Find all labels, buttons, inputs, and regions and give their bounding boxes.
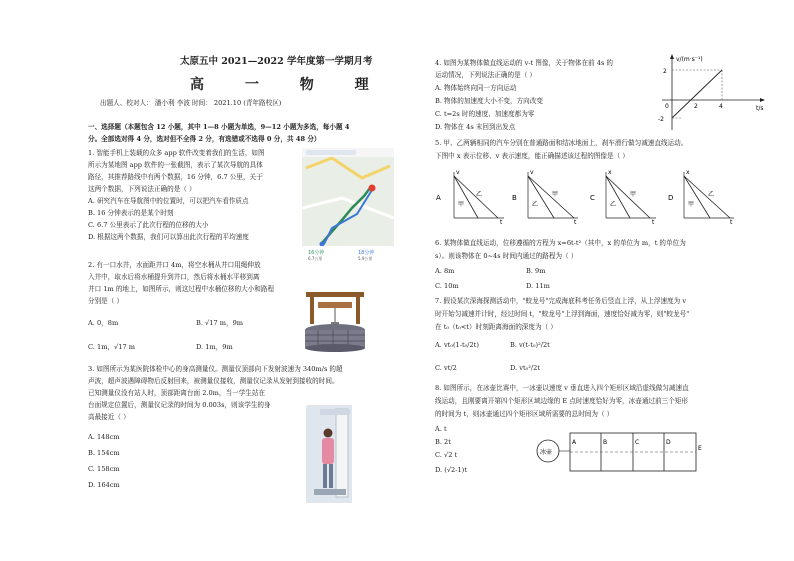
map-screenshot xyxy=(302,148,394,262)
q6-line: 6. 某物体做直线运动，位移遵循的方程为 x=6t-t²（其中，x 的单位为 m，t 的单位为 xyxy=(435,239,686,247)
q5-c-label2: 乙 xyxy=(610,201,617,208)
q1-line: 1. 智能手机上装载的众多 app 软件改变着我们的生活，如图 xyxy=(88,149,265,157)
q2-option-a: A. 0，8m xyxy=(88,319,119,327)
q5-c-label1: 甲 xyxy=(630,191,637,198)
q5-d-axis: x xyxy=(686,169,690,176)
q1-option: D. 根据这两个数据，我们可以算出此次行程的平均速度 xyxy=(88,233,249,241)
vt-ytick-bottom: -2 xyxy=(658,116,664,123)
vt-xtick-4: 4 xyxy=(719,103,723,110)
q1-line: 所示为某地图 app 软件的一张截图，表示了某次导航的具体 xyxy=(88,161,263,169)
q5-d-t: t xyxy=(730,219,733,226)
exam-title: 太原五中 2021—2022 学年度第一学期月考 xyxy=(180,56,373,67)
exam-meta: 出题人、校对人： 潘小利 李波 时间： 2021.10 (青年路校区) xyxy=(100,99,282,107)
q3-option-b: B. 154cm xyxy=(88,449,120,457)
q5-graphs xyxy=(434,166,754,226)
q1-line: 路径，其推荐路线中有两个数据，16 分钟，6.7 公里，关于 xyxy=(88,173,263,181)
q5-c-axis: x xyxy=(608,169,612,176)
vt-xtick-2: 2 xyxy=(694,103,698,110)
q6-line: s）。则该物体在 0~4s 时间内通过的路程为（ ） xyxy=(435,252,578,260)
q2-line: 井口 1m 的地上，如图所示，则这过程中水桶位移的大小和路程 xyxy=(88,285,275,293)
q5-b-axis: v xyxy=(530,169,534,176)
q1-line: 这两个数据，下列说法正确的是（ ） xyxy=(88,185,196,193)
q2-line: 分别是（ ） xyxy=(88,297,124,305)
q2-line: 2. 有一口水井，水面距井口 4m，将空水桶从井口用绳伸放 xyxy=(88,261,261,269)
q7-option-d: D. vt₀²/2t xyxy=(510,364,540,372)
q8-line: 的时间为 t，则冰壶通过四个矩形区域所需要的总时间为（ ） xyxy=(435,410,614,418)
q8-option-b: B. 2t xyxy=(435,438,451,446)
q3-line: 声波，超声波遇障碍物后反射回来，被测量仪接收，测量仪记录从发射到接收的时间。 xyxy=(88,377,339,385)
q5-a-label2: 甲 xyxy=(458,201,465,208)
q6-option-b: B. 9m xyxy=(526,267,546,275)
section-heading-2: 分。全部选对得 4 分，选对但不全得 2 分，有选错或不选得 0 分，共 48 分） xyxy=(88,135,321,143)
vt-xlabel: t/s xyxy=(756,105,764,112)
q3-line: 台面规定位置后，测量仪记录的时间为 0.003s，则该学生的身 xyxy=(88,401,271,409)
q5-a-label1: 乙 xyxy=(476,191,483,198)
subject-title: 高 一 物 理 xyxy=(190,77,387,93)
q2-option-d: D. 1m，9m xyxy=(196,343,233,351)
route-time-left: 16分钟 xyxy=(308,250,325,256)
q7-line: 7. 假设某次深海探测活动中，"蛟龙号"完成海底科考任务后竖直上浮，从上浮速度为 v xyxy=(435,297,687,305)
q6-option-d: D. 11m xyxy=(526,282,550,290)
height-meter-photo xyxy=(306,405,352,503)
curling-label-d: D xyxy=(666,439,671,446)
q3-option-a: A. 148cm xyxy=(88,433,120,441)
q2-line: 入井中，取水后将水桶提升到井口，然后将水桶水平移到离 xyxy=(88,273,260,281)
q2-option-c: C. 1m，√17 m xyxy=(88,343,135,351)
q5-d-label2: 甲 xyxy=(688,201,695,208)
vt-origin: 0 xyxy=(665,103,669,110)
q3-option-c: C. 158cm xyxy=(88,465,120,473)
curling-label-a: A xyxy=(572,439,577,446)
q4-option-d: D. 物体在 4s 末回到出发点 xyxy=(435,123,516,131)
q4-option-b: B. 物体的加速度大小不变，方向改变 xyxy=(435,97,543,105)
q3-option-d: D. 164cm xyxy=(88,481,120,489)
q5-opt-d: D xyxy=(668,194,674,202)
curling-diagram xyxy=(528,425,718,477)
vt-ylabel: v/(m·s⁻¹) xyxy=(676,56,703,63)
q3-line: 高最接近（ ） xyxy=(88,413,130,421)
q7-option-b: B. v(t-t₀)²/2t xyxy=(510,341,550,349)
q5-b-t: t xyxy=(574,219,577,226)
q7-option-c: C. vt/2 xyxy=(435,364,457,372)
q8-option-c: C. √2 t xyxy=(435,451,458,459)
q5-opt-c: C xyxy=(590,194,595,202)
q5-b-label1: 甲 xyxy=(552,191,559,198)
q7-option-a: A. vt₀(1-t₀/2t) xyxy=(435,341,479,349)
q5-opt-b: B xyxy=(512,194,517,202)
q8-line: 线运动，且刚要离开第四个矩形区域边缘的 E 点时速度恰好为零，冰壶通过前三个矩形 xyxy=(435,397,688,405)
q4-option-a: A. 物体始终向同一方向运动 xyxy=(435,84,517,92)
route-time-right: 18分钟 xyxy=(358,250,375,256)
q8-option-a: A. t xyxy=(435,425,447,433)
q4-option-c: C. t=2s 时的速度、加速度都为零 xyxy=(435,110,535,118)
q5-opt-a: A xyxy=(436,194,441,202)
q8-option-d: D. (√2-1)t xyxy=(435,466,467,474)
q6-option-c: C. 10m xyxy=(435,282,459,290)
q4-line: 运动情况，下列说法正确的是（ ） xyxy=(435,71,537,79)
q5-line: 5. 甲、乙两辆相同的汽车分别在普通路面和结冰地面上，刹车滑行做匀减速直线运动。 xyxy=(435,139,688,147)
q3-line: 3. 如图所示为某医院体检中心的身高测量仪。测量仪顶部向下发射波速为 340m/s 的超 xyxy=(88,365,343,373)
q5-c-t: t xyxy=(652,219,655,226)
q7-line: 在 t₀（t₀<t）时刻距离海面的深度为（ ） xyxy=(435,323,557,331)
q5-d-label1: 乙 xyxy=(708,191,715,198)
svg-text:冰壶: 冰壶 xyxy=(540,449,553,456)
vt-graph xyxy=(652,52,770,136)
q8-line: 8. 如图所示，在冰壶比赛中，一冰壶以速度 v 垂直进入四个矩形区域沿虚线做匀减速直 xyxy=(435,384,689,392)
curling-label-b: B xyxy=(603,439,608,446)
q1-option: A. 研究汽车在导航图中的位置时，可以把汽车看作质点 xyxy=(88,197,249,205)
vt-ytick-top: 2 xyxy=(663,68,667,75)
q5-line: 下图中 x 表示位移、v 表示速度，能正确描述该过程的图像是（ ） xyxy=(435,152,629,160)
q7-line: 时开始匀减速并计时，经过时间 t，"蛟龙号"上浮到海面，速度恰好减为零，则"蛟龙号" xyxy=(435,310,690,318)
curling-label-e: E xyxy=(698,445,702,452)
q5-b-label2: 乙 xyxy=(532,201,539,208)
q2-option-b: B. √17 m，9m xyxy=(196,319,244,327)
section-heading: 一、选择题（本题包含 12 小题，其中 1—8 小题为单选，9—12 小题为多选，每小题 4 xyxy=(88,123,350,131)
q1-option: C. 6.7 公里表示了此次行程的位移的大小 xyxy=(88,221,209,229)
q5-a-t: t xyxy=(500,219,503,226)
q4-line: 4. 如图为某物体做直线运动的 v-t 图像，关于物体在前 4s 的 xyxy=(435,59,614,67)
route-dist-right: 5.9公里 xyxy=(358,256,373,261)
q1-option: B. 16 分钟表示的是某个时刻 xyxy=(88,209,174,217)
well-illustration xyxy=(298,290,374,352)
q6-option-a: A. 8m xyxy=(435,267,455,275)
curling-label-c: C xyxy=(635,439,640,446)
route-dist-left: 6.7公里 xyxy=(308,256,323,261)
q5-a-axis: v xyxy=(456,169,460,176)
q3-line: 已知测量仪没有站人时，顶部距离台面 2.0m，当一学生站在 xyxy=(88,389,266,397)
